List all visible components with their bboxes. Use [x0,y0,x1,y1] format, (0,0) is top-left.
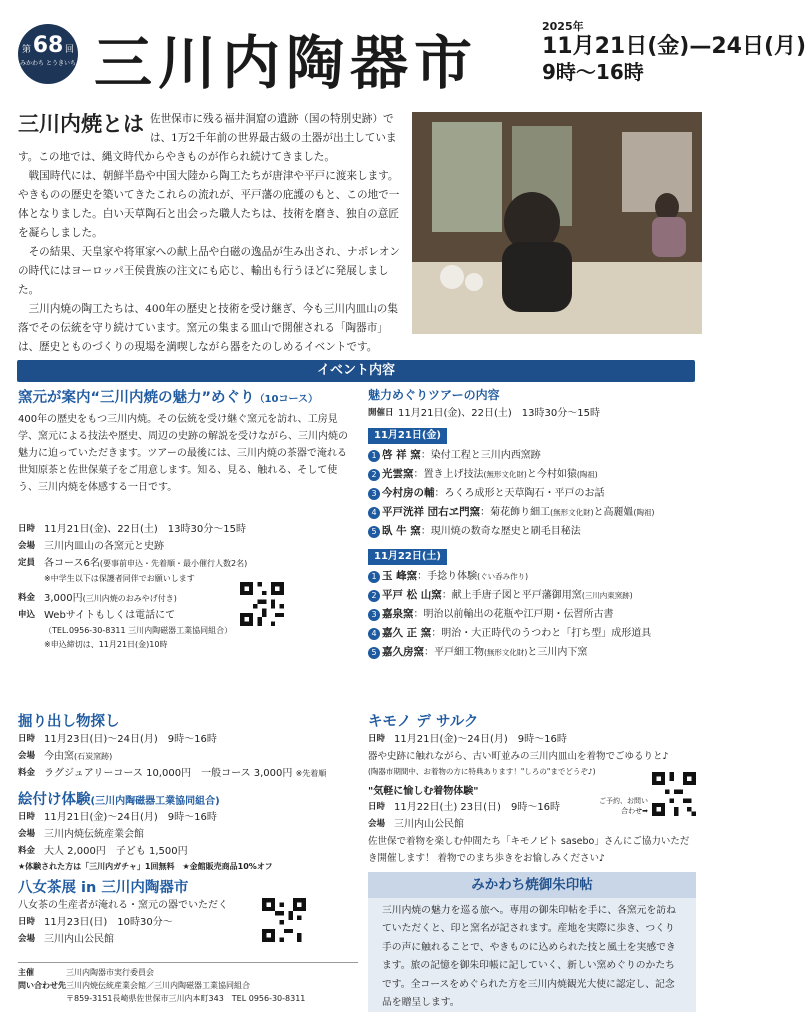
kimono-sub-date: 11月22日(土) 23日(日) 9時〜16時 [394,802,561,813]
etsuke-date-row [18,809,358,826]
kimono-section [368,710,698,867]
event-year: 2025年 [542,20,584,33]
date-label: 日時 [368,802,386,812]
yame-venue: 三川内山公民館 [44,934,114,945]
stop-kiln-name: 光雲窯 [382,468,414,480]
kamamoto-tour-capacity: 各コース6名 [44,558,100,569]
horidashi-venue-note: (石炭窯跡) [74,752,113,761]
kamamoto-tour-title [18,386,354,407]
apply-label: 申込 [18,610,36,620]
stop-number: 5 [368,647,380,659]
event-hours: 9時〜16時 [542,60,644,84]
kimono-note: (陶器市期間中、お着物の方に特典あります！"しろの"までどうぞ♪) [368,767,596,776]
stop-description: ：明治以前輸出の花瓶や江戸期・伝習所古書 [413,609,614,620]
edition-badge [18,24,78,84]
kimono-sub-title: "気軽に愉しむ着物体験" [368,786,479,797]
kimono-date-row [368,731,698,748]
day1-badge: 11月21日(金) [368,428,447,444]
kamamoto-tour-capacity-note: (要事前申込・先着順・最小催行人数2名) [99,559,248,568]
stop-number: 5 [368,526,380,538]
etsuke-organizer: (三川内陶磁器工業協同組合) [90,796,220,807]
etsuke-fee-row [18,843,358,860]
date-label: 日時 [18,917,36,927]
stop-kiln-name: 今村房の輔 [382,487,435,499]
kamamoto-tour-apply-deadline: ※申込締切は、11月21日(金)10時 [44,640,168,649]
stop-note: (無形文化財) [483,470,527,479]
date-label: 日時 [18,524,36,534]
date-label: 日時 [18,812,36,822]
kamamoto-tour-section [18,386,354,652]
horidashi-title: 掘り出し物探し [18,714,120,730]
horidashi-fee-row [18,765,358,782]
kamamoto-tour-description: 400年の歴史をもつ三川内焼。その伝統を受け継ぐ窯元を訪れ、工房見学、窯元による技法や歴史、周辺の史跡の解説を受けながら、三川内焼の魅力に迫っていただきます。ツアーの最後には、三川内焼の茶器で淹れる世知原茶と佐世保菓子をご用意します。知る、見る、触れる、そして使う、三川内焼を体感する一日です。 [18,414,348,493]
goshuin-description: 三川内焼の魅力を巡る旅へ。専用の御朱印帖を手に、各窯元を訪ねていただくと、印と窯名が記されます。産地を実際に歩き、つくり手の声に触れることで、やきものに込められた技と風土を実感できます。旅の記憶を御朱印帳に記していく、新しい窯めぐりのかたちです。全コースをめぐられた方を三川内焼観光大使に認定し、記念品を贈呈します。 [382,905,676,1009]
etsuke-venue-row [18,826,358,843]
kamamoto-tour-course-count: （10コース） [254,394,318,405]
stop-note-2: (陶祖) [576,470,598,479]
fee-label: 料金 [18,846,36,856]
horidashi-fee-note: ※先着順 [295,769,327,778]
venue-label: 会場 [18,829,36,839]
stop-number: 1 [368,571,380,583]
event-dates [542,18,806,84]
etsuke-section [18,788,358,874]
tour-detail-date-row [368,405,698,422]
stop-note: (無形文化財) [550,508,594,517]
edition-ruby: みかわち とうきいち [20,60,76,67]
stop-kiln-name: 啓 祥 窯 [382,449,421,461]
contact-label: 問い合わせ先 [18,981,66,990]
stop-number: 2 [368,469,380,481]
kimono-description: 器や史跡に触れながら、古い町並みの三川内皿山を着物でごゆるりと♪ [368,751,669,762]
tour-qr-code[interactable] [240,582,284,626]
footer-contact2: 〒859-3151長崎県佐世保市三川内本町343 TEL 0956-30-8311 [66,994,306,1003]
events-heading: イベント内容 [17,360,695,382]
yame-description: 八女茶の生産者が淹れる・窯元の器でいただく [18,900,228,911]
day2-badge: 11月22日(土) [368,549,447,565]
etsuke-benefit: ★体験された方は「三川内ガチャ」1回無料 ★金館販売商品10%オフ [18,862,273,871]
tour-stop [368,522,698,541]
kamamoto-tour-apply-row [18,607,354,624]
stop-kiln-name: 嘉久 正 窯 [382,627,432,639]
horidashi-fee: ラグジュアリーコース 10,000円 一般コース 3,000円 [44,768,293,779]
fee-label: 料金 [18,593,36,603]
yame-qr-code[interactable] [262,898,306,942]
stop-kiln-name: 平戸 松 山窯 [382,589,442,601]
kimono-title: キモノ デ サルク [368,714,479,730]
footer-contact-row [18,979,358,992]
stop-kiln-name: 嘉泉窯 [382,608,414,620]
horidashi-date-row [18,731,358,748]
event-date-range: 11月21日(金)—24日(月) [542,34,806,59]
stop-number: 3 [368,488,380,500]
qr-code-icon [262,898,306,942]
stop-description: ：ろくろ成形と天草陶石・平戸のお話 [434,488,605,499]
tour-detail-section [368,386,698,662]
stop-description: ：手捻り体験 [417,571,478,582]
kamamoto-tour-apply-tel: （TEL.0956-30-8311 三川内陶磁器工業協同組合） [44,626,233,635]
stop-number: 1 [368,450,380,462]
stop-description: ：明治・大正時代のうつわと「打ち型」成形道具 [431,628,652,639]
edition-number: 68 [32,33,64,58]
kamamoto-tour-title-text: 窯元が案内“三川内焼の魅力”めぐり [18,390,255,406]
stop-note: (無形文化財) [484,648,528,657]
tour-stop [368,586,698,605]
footer [18,962,358,1005]
footer-contact1: 三川内焼伝統産業会館／三川内陶磁器工業協同組合 [66,981,250,990]
stop-number: 4 [368,628,380,640]
stop-description-2: と今村如猿 [526,469,577,480]
stop-kiln-name: 臥 牛 窯 [382,525,421,537]
yame-section [18,876,358,948]
organizer-label: 主催 [18,968,34,977]
date-label: 日時 [18,734,36,744]
kamamoto-tour-fee: 3,000円 [44,593,83,604]
stop-kiln-name: 玉 峰窯 [382,570,418,582]
qr-code-icon [240,582,284,626]
kamamoto-tour-venue: 三川内皿山の各窯元と史跡 [44,541,164,552]
capacity-label: 定員 [18,558,36,568]
workshop-photo-illustration [412,112,702,334]
intro-paragraph: 三川内焼の陶工たちは、400年の歴史と技術を受け継ぎ、今も三川内皿山の集落でその伝統を守り続けています。窯元の集まる皿山で開催される「陶器市」は、歴史とものづくりの現場を満喫しながら器をたのしめるイベントです。 [18,303,398,353]
footer-organizer-row [18,966,358,979]
goshuin-section [368,872,696,1012]
tour-stop [368,465,698,484]
page-title: 三川内陶器市 [94,29,479,97]
kamamoto-tour-date: 11月21日(金)、22日(土) 13時30分〜15時 [44,524,246,535]
kamamoto-tour-apply: Webサイトもしくは電話にて [44,610,176,621]
day1-stop-list [368,446,698,541]
etsuke-date: 11月21日(金)〜24日(月) 9時〜16時 [44,812,217,823]
kimono-qr-code[interactable] [652,772,696,816]
yame-venue-row [18,931,358,948]
header [14,10,806,98]
yame-date-row [18,914,358,931]
edition-prefix: 第 [22,45,32,55]
kamamoto-tour-capacity-note2: ※中学生以下は保護者同伴でお願いします [44,574,195,583]
intro-paragraph: 戦国時代には、朝鮮半島や中国大陸から陶工たちが唐津や平戸に渡来します。やきものの歴史を築いてきたこれらの流れが、平戸藩の庇護のもと、この地で一体となりました。白い天草陶石と出会った職人たちは、技術を磨き、独自の意匠を凝らしました。 [18,170,400,239]
stop-number: 2 [368,590,380,602]
venue-label: 会場 [18,541,36,551]
kamamoto-tour-fee-note: (三川内焼のおみやげ付き) [82,594,177,603]
footer-address-row [18,992,358,1005]
kimono-date: 11月21日(金)〜24日(月) 9時〜16時 [394,734,567,745]
venue-label: 会場 [18,751,36,761]
kimono-contact-label: ご予約、お問い合わせ➡ [599,797,648,815]
tour-stop [368,503,698,522]
stop-note-2: (陶祖) [633,508,655,517]
workshop-photo [412,112,702,334]
edition-suffix: 回 [64,45,74,55]
stop-description: ：染付工程と三川内西窯跡 [420,450,541,461]
kimono-sub-venue-row [368,816,698,833]
horidashi-venue-row [18,748,358,765]
stop-description: ：現川焼の数奇な歴史と刷毛目秘法 [420,526,581,537]
date-label: 開催日 [368,408,394,418]
intro-paragraph: その結果、天皇家や将軍家への献上品や白磁の逸品が生み出され、ナポレオンの時代にはヨーロッパ王侯貴族の注文にも応じ、輸出も行うほどに発展しました。 [18,246,401,296]
horidashi-section [18,710,358,782]
stop-number: 4 [368,507,380,519]
tour-stop [368,446,698,465]
kamamoto-tour-date-row [18,521,354,538]
yame-date: 11月23日(日) 10時30分〜 [44,917,173,928]
intro-paragraph: 佐世保市に残る福井洞窟の遺跡（国の特別史跡）では、1万2千年前の世界最古級の土器が出土しています。この地では、縄文時代からやきものが作られ続けてきました。 [18,113,397,163]
tour-stop [368,624,698,643]
stop-description: ：置き上げ技法 [413,469,484,480]
fee-label: 料金 [18,768,36,778]
stop-note: (三川内東窯跡) [581,591,633,600]
horidashi-date: 11月23日(日)〜24日(月) 9時〜16時 [44,734,217,745]
day2-stop-list [368,567,698,662]
stop-description: ：献上手唐子図と平戸藩御用窯 [441,590,582,601]
tour-stop [368,643,698,662]
kimono-sub-date-row [368,799,698,816]
tour-detail-date: 11月21日(金)、22日(土) 13時30分〜15時 [398,408,600,419]
tour-stop [368,567,698,586]
goshuin-title: みかわち焼御朱印帖 [368,872,696,898]
kamamoto-tour-fee-row [18,590,354,607]
etsuke-title: 絵付け体験 [18,792,91,808]
stop-number: 3 [368,609,380,621]
venue-label: 会場 [18,934,36,944]
intro-section [18,110,408,357]
yame-title: 八女茶展 in 三川内陶器市 [18,880,189,896]
stop-description-2: と高麗媼 [593,507,634,518]
kamamoto-tour-capacity-row [18,555,354,572]
kimono-sub-description: 佐世保で着物を楽しむ仲間たち「キモノビト sasebo」さんにご協力いただき開催します！ 着物でのまち歩きをお愉しみください♪ [368,836,690,864]
venue-label: 会場 [368,819,386,829]
etsuke-fee: 大人 2,000円 子ども 1,500円 [44,846,188,857]
date-label: 日時 [368,734,386,744]
footer-organizer: 三川内陶器市実行委員会 [66,968,154,977]
intro-heading: 三川内焼とは [18,111,144,136]
stop-description-2: と三川内下窯 [527,647,588,658]
horidashi-venue: 今由窯 [44,751,74,762]
tour-stop [368,484,698,503]
tour-stop [368,605,698,624]
stop-kiln-name: 平戸洸祥 団右ヱ門窯 [382,506,481,518]
etsuke-venue: 三川内焼伝統産業会館 [44,829,144,840]
stop-description: ：菊花飾り細工 [480,507,551,518]
stop-description: ：平戸細工物 [424,647,484,658]
kimono-sub-venue: 三川内山公民館 [394,819,464,830]
stop-note: (ぐい呑み作り) [477,572,529,581]
stop-kiln-name: 嘉久房窯 [382,646,424,658]
tour-detail-title: 魅力めぐりツアーの内容 [368,388,500,402]
qr-code-icon [652,772,696,816]
kamamoto-tour-venue-row [18,538,354,555]
